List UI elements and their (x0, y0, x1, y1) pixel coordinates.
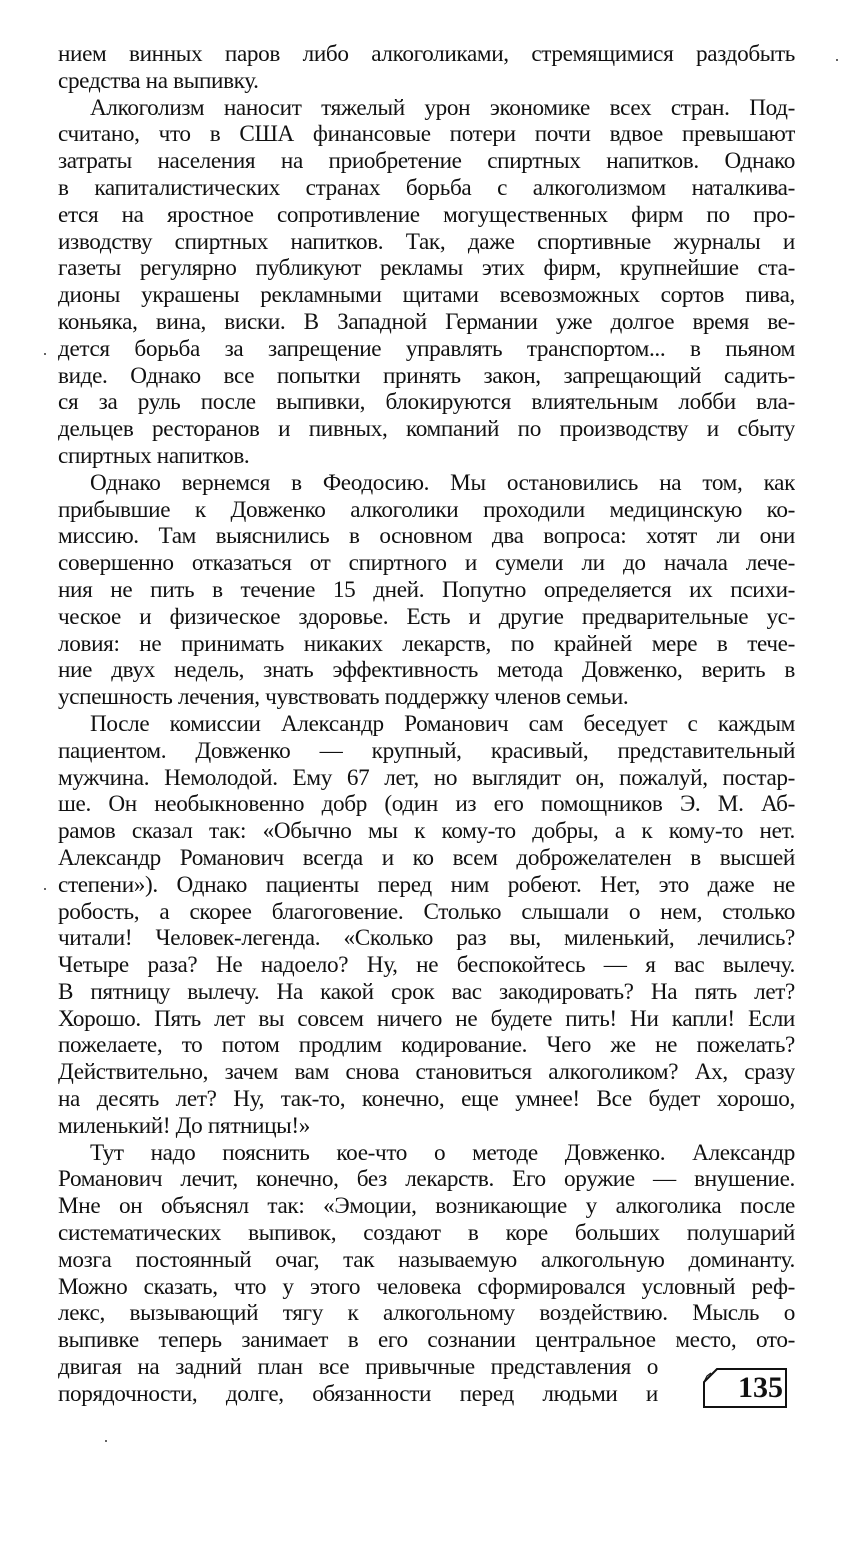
text-line: миленький! До пятницы!» (58, 1112, 311, 1139)
text-line: миссию. Там выяснились в основном два вопроса: хотят ли они (58, 523, 795, 550)
text-line: мозга постоянный очаг, так называемую алкогольную доминанту. (58, 1246, 795, 1273)
text-line: пожелаете, то потом продлим кодирование. Чего же не пожелать? (58, 1032, 795, 1059)
text-line: Однако вернемся в Феодосию. Мы остановились на том, как (90, 469, 795, 496)
text-line: на десять лет? Ну, так-то, конечно, еще умнее! Все будет хорошо, (58, 1086, 795, 1113)
text-line: считано, что в США финансовые потери почти вдвое превышают (58, 121, 795, 148)
text-line: ние двух недель, знать эффективность метода Довженко, верить в (58, 657, 795, 684)
text-line: коньяка, вина, виски. В Западной Германии уже долгое время ве- (58, 308, 795, 335)
text-line: мужчина. Немолодой. Ему 67 лет, но выглядит он, пожалуй, постар- (58, 764, 795, 791)
text-line: изводству спиртных напитков. Так, даже спортивные журналы и (58, 228, 795, 255)
text-line: лекс, вызывающий тягу к алкогольному воздействию. Мысль о (58, 1300, 795, 1327)
scan-speck (105, 1440, 107, 1442)
text-line: успешность лечения, чувствовать поддержку членов семьи. (58, 684, 629, 711)
text-line: ется на яростное сопротивление могущественных фирм по про- (58, 201, 795, 228)
text-line: ловия: не принимать никаких лекарств, по крайней мере в тече- (58, 630, 795, 657)
text-line: в капиталистических странах борьба с алкоголизмом наталкива- (58, 174, 795, 201)
text-line: Александр Романович всегда и ко всем доброжелателен в высшей (58, 844, 795, 871)
scan-speck (836, 59, 838, 61)
text-line: ния не пить в течение 15 дней. Попутно определяется их психи- (58, 576, 795, 603)
scan-speck (44, 353, 46, 355)
text-line: пациентом. Довженко — крупный, красивый, представительный (58, 737, 795, 764)
text-line: Романович лечит, конечно, без лекарств. Его оружие — внушение. (58, 1166, 795, 1193)
text-line: степени»). Однако пациенты перед ним робеют. Нет, это даже не (58, 871, 795, 898)
text-line: средства на выпивку. (58, 67, 259, 94)
text-line: Мне он объяснял так: «Эмоции, возникающие у алкоголика после (58, 1193, 795, 1220)
text-line: Тут надо пояснить кое-что о методе Довженко. Александр (90, 1139, 795, 1166)
page-number: 135 (738, 1371, 783, 1404)
text-line: робость, а скорее благоговение. Столько слышали о нем, столько (58, 898, 795, 925)
text-line: Алкоголизм наносит тяжелый урон экономике всех стран. Под- (90, 94, 795, 121)
text-line: двигая на задний план все привычные представления о (58, 1354, 658, 1381)
text-line: виде. Однако все попытки принять закон, запрещающий садить- (58, 362, 795, 389)
text-line: В пятницу вылечу. На какой срок вас закодировать? На пять лет? (58, 978, 795, 1005)
body-text (58, 41, 795, 1408)
text-line: рамов сказал так: «Обычно мы к кому-то добры, а к кому-то нет. (58, 818, 795, 845)
text-line: читали! Человек-легенда. «Сколько раз вы, миленький, лечились? (58, 925, 795, 952)
text-line: нием винных паров либо алкоголиками, стремящимися раздобыть (58, 41, 795, 67)
text-line: спиртных напитков. (58, 442, 250, 469)
text-line: дионы украшены рекламными щитами всевозможных сортов пива, (58, 282, 795, 309)
text-line: порядочности, долге, обязанности перед людьми и (58, 1380, 658, 1407)
text-line: прибывшие к Довженко алкоголики проходили медицинскую ко- (58, 496, 795, 523)
text-line: газеты регулярно публикуют рекламы этих фирм, крупнейшие ста- (58, 255, 795, 282)
text-line: Хорошо. Пять лет вы совсем ничего не будете пить! Ни капли! Если (58, 1005, 795, 1032)
text-line: дется борьба за запрещение управлять транспортом... в пьяном (58, 335, 795, 362)
scan-speck (44, 888, 46, 890)
text-line: выпивке теперь занимает в его сознании центральное место, ото- (58, 1327, 795, 1354)
text-line: дельцев ресторанов и пивных, компаний по производству и сбыту (58, 416, 795, 443)
text-line: затраты населения на приобретение спиртных напитков. Однако (58, 148, 795, 175)
text-line: совершенно отказаться от спиртного и сумели ли до начала лече- (58, 550, 795, 577)
text-line: Можно сказать, что у этого человека сформировался условный реф- (58, 1273, 795, 1300)
text-line: Действительно, зачем вам снова становиться алкоголиком? Ах, сразу (58, 1059, 795, 1086)
text-line: После комиссии Александр Романович сам беседует с каждым (90, 710, 795, 737)
text-line: систематических выпивок, создают в коре больших полушарий (58, 1220, 795, 1247)
text-line: ся за руль после выпивки, блокируются влиятельным лобби вла- (58, 389, 795, 416)
text-line: ческое и физическое здоровье. Есть и другие предварительные ус- (58, 603, 795, 630)
text-line: ше. Он необыкновенно добр (один из его помощников Э. М. Аб- (58, 791, 795, 818)
text-line: Четыре раза? Не надоело? Ну, не беспокойтесь — я вас вылечу. (58, 952, 795, 979)
